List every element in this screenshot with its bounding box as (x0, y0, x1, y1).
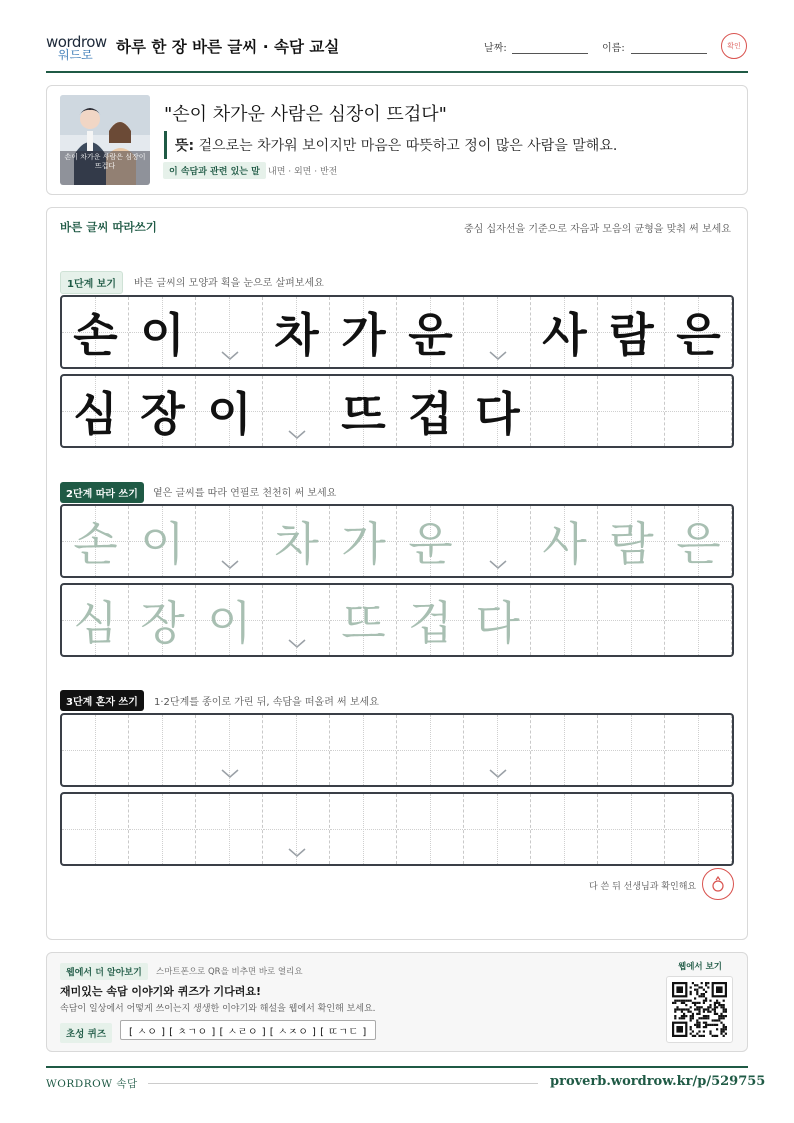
qr-module (698, 1024, 700, 1026)
qr-module (690, 1000, 692, 1002)
qr-module (709, 1006, 711, 1008)
grid-character: 심 (73, 596, 118, 650)
qr-module (703, 1030, 705, 1032)
qr-module (703, 989, 705, 991)
qr-module (692, 1017, 694, 1019)
qr-module (718, 1015, 720, 1017)
qr-module (674, 1015, 676, 1017)
grid-character: 장 (140, 596, 185, 650)
grid-cell[interactable] (665, 585, 732, 655)
qr-module (679, 1000, 681, 1002)
qr-module (698, 1022, 700, 1024)
qr-module (696, 984, 698, 986)
qr-module (703, 1022, 705, 1024)
grid-cell[interactable] (263, 715, 330, 785)
stage1-row1 (60, 295, 734, 369)
qr-module (714, 1011, 716, 1013)
grid-cell[interactable] (665, 794, 732, 864)
qr-module (681, 1000, 683, 1002)
grid-character: 다 (475, 387, 520, 441)
qr-module (683, 1002, 685, 1004)
qr-module (696, 1026, 698, 1028)
qr-module (720, 1015, 722, 1017)
qr-module (694, 1024, 696, 1026)
qr-module (674, 1002, 676, 1004)
qr-module (709, 1030, 711, 1032)
grid-cell[interactable] (598, 585, 665, 655)
qr-module (723, 1000, 725, 1002)
grid-cell[interactable] (62, 794, 129, 864)
qr-module (696, 1033, 698, 1035)
grid-character: 뜨 (341, 387, 386, 441)
qr-module (696, 989, 698, 991)
teacher-check-note: 다 쓴 뒤 선생님과 확인해요 (589, 882, 697, 892)
qr-module (698, 1008, 700, 1010)
qr-module (714, 1024, 716, 1026)
qr-module (687, 1000, 689, 1002)
grid-character: 가 (341, 308, 386, 362)
qr-module (709, 1024, 711, 1026)
qr-module (694, 1004, 696, 1006)
stage3-row2[interactable] (60, 792, 734, 866)
qr-module (701, 986, 703, 988)
grid-cell[interactable] (196, 794, 263, 864)
qr-module (709, 1004, 711, 1006)
qr-module (723, 1017, 725, 1019)
space-chevron-icon (221, 769, 239, 779)
footer-url[interactable]: proverb.wordrow.kr/p/529755 (550, 1074, 766, 1089)
grid-character: 은 (676, 517, 721, 571)
qr-module (694, 984, 696, 986)
qr-module (705, 1022, 707, 1024)
qr-module (696, 1006, 698, 1008)
space-chevron-icon (489, 769, 507, 779)
qr-module (694, 1002, 696, 1004)
qr-module (716, 1000, 718, 1002)
wordrow-logo (46, 33, 108, 63)
grid-cell[interactable] (129, 715, 196, 785)
qr-module (698, 1017, 700, 1019)
name-label: 이름: (602, 43, 625, 54)
web-more-tag: 웹에서 더 알아보기 (60, 963, 148, 980)
qr-module (679, 1017, 681, 1019)
qr-module (690, 1026, 692, 1028)
qr-module (703, 1000, 705, 1002)
qr-module (687, 1011, 689, 1013)
qr-module (696, 1008, 698, 1010)
qr-module (692, 1030, 694, 1032)
space-chevron-icon (489, 351, 507, 361)
footer-brand: WORDROW 속담 (46, 1078, 138, 1090)
qr-module (705, 1015, 707, 1017)
qr-module (725, 1028, 727, 1030)
qr-module (725, 1033, 727, 1035)
space-chevron-icon (288, 848, 306, 858)
grid-character: 사 (542, 308, 587, 362)
qr-module (714, 1013, 716, 1015)
qr-module (692, 1035, 694, 1037)
qr-module (698, 1030, 700, 1032)
qr-module (692, 1013, 694, 1015)
qr-module (676, 1006, 678, 1008)
qr-module (707, 1015, 709, 1017)
qr-module (696, 1002, 698, 1004)
qr-module (714, 1004, 716, 1006)
qr-module (714, 1008, 716, 1010)
qr-code[interactable] (666, 976, 733, 1043)
qr-module (683, 1017, 685, 1019)
stage2-row1[interactable] (60, 504, 734, 578)
grid-cell[interactable] (665, 715, 732, 785)
stage1-row2 (60, 374, 734, 448)
qr-module (720, 1033, 722, 1035)
grid-character: 차 (274, 308, 319, 362)
qr-module (725, 1026, 727, 1028)
grid-character: 심 (73, 387, 118, 441)
qr-module (723, 1011, 725, 1013)
qr-module (723, 1030, 725, 1032)
grid-character: 장 (140, 387, 185, 441)
footer-divider (46, 1066, 748, 1068)
grid-character: 손 (73, 308, 118, 362)
stamp-seal-icon (709, 875, 727, 893)
qr-module (723, 1026, 725, 1028)
qr-module (707, 1017, 709, 1019)
qr-module (707, 1006, 709, 1008)
qr-module (705, 1017, 707, 1019)
qr-module (723, 1006, 725, 1008)
qr-module (703, 1015, 705, 1017)
qr-module (703, 995, 705, 997)
meaning-text: 겉으로는 차가워 보이지만 마음은 따뜻하고 정이 많은 사람을 말해요. (198, 138, 618, 154)
web-more-description: 속담이 일상에서 어떻게 쓰이는지 생생한 이야기와 해설을 웹에서 확인해 보세요. (60, 1004, 376, 1014)
qr-module (676, 1008, 678, 1010)
grid-character: 겁 (408, 596, 453, 650)
qr-module (714, 1002, 716, 1004)
qr-module (705, 1008, 707, 1010)
qr-module (696, 1013, 698, 1015)
grid-character: 다 (475, 596, 520, 650)
qr-module (716, 986, 723, 993)
qr-module (679, 1008, 681, 1010)
qr-module (694, 997, 696, 999)
qr-module (690, 993, 692, 995)
grid-cell[interactable] (531, 585, 598, 655)
qr-module (685, 1004, 687, 1006)
qr-module (674, 1011, 676, 1013)
qr-module (676, 986, 683, 993)
qr-module (705, 991, 707, 993)
qr-module (712, 1008, 714, 1010)
grid-cell[interactable] (397, 794, 464, 864)
qr-module (674, 1017, 676, 1019)
qr-module (685, 1008, 687, 1010)
grid-character: 이 (140, 308, 185, 362)
page-title: 하루 한 장 바른 글씨 · 속담 교실 (116, 38, 340, 56)
qr-module (685, 1015, 687, 1017)
space-chevron-icon (221, 351, 239, 361)
date-field[interactable] (512, 53, 588, 54)
illustration-caption: 손이 차가운 사람은 심장이 뜨겁다 (64, 153, 146, 170)
qr-module (703, 1017, 705, 1019)
grid-cell[interactable] (397, 715, 464, 785)
qr-module (703, 1035, 705, 1037)
grid-cell[interactable] (531, 794, 598, 864)
initial-quiz: [ ㅅㅇ ] [ ㅊㄱㅇ ] [ ㅅㄹㅇ ] [ ㅅㅈㅇ ] [ ㄸㄱㄷ ] (120, 1020, 376, 1040)
illustration-image-icon (60, 95, 150, 185)
web-view-label: 웹에서 보기 (678, 962, 723, 972)
qr-module (705, 984, 707, 986)
qr-module (716, 1028, 718, 1030)
grid-character: 람 (609, 308, 654, 362)
qr-module (723, 1008, 725, 1010)
qr-module (690, 1017, 692, 1019)
qr-module (716, 1024, 718, 1026)
stage1-tag: 1단계 보기 (60, 271, 123, 294)
qr-module (690, 1006, 692, 1008)
qr-module (696, 993, 698, 995)
qr-module (690, 1019, 692, 1021)
qr-module (720, 1013, 722, 1015)
grid-cell[interactable] (330, 715, 397, 785)
grid-cell[interactable] (531, 715, 598, 785)
qr-module (683, 1000, 685, 1002)
qr-module (687, 1008, 689, 1010)
stage1-description: 바른 글씨의 모양과 획을 눈으로 살펴보세요 (134, 278, 324, 289)
grid-cell[interactable] (598, 794, 665, 864)
qr-module (716, 1002, 718, 1004)
qr-module (681, 1011, 683, 1013)
qr-module (701, 993, 703, 995)
logo-korean-text: 워드로 (58, 48, 93, 62)
qr-module (698, 1026, 700, 1028)
qr-module (716, 1006, 718, 1008)
qr-module (720, 1004, 722, 1006)
qr-module (709, 1000, 711, 1002)
qr-module (703, 1002, 705, 1004)
grid-character: 이 (140, 517, 185, 571)
qr-module (720, 1022, 722, 1024)
qr-module (705, 1000, 707, 1002)
qr-module (696, 1019, 698, 1021)
stage2-description: 옅은 글씨를 따라 연필로 천천히 써 보세요 (153, 488, 337, 499)
qr-module (707, 986, 709, 988)
qr-module (692, 982, 694, 984)
qr-module (703, 1011, 705, 1013)
qr-module (698, 1002, 700, 1004)
grid-cell[interactable] (598, 715, 665, 785)
qr-module (707, 1011, 709, 1013)
grid-cell (531, 376, 598, 446)
qr-module (690, 986, 692, 988)
header-divider (46, 71, 748, 73)
qr-module (707, 1024, 709, 1026)
meaning-label: 뜻: (175, 138, 195, 154)
qr-module (690, 1033, 692, 1035)
qr-module (712, 1019, 714, 1021)
grid-cell[interactable] (464, 794, 531, 864)
grid-character: 손 (73, 517, 118, 571)
qr-module (698, 1011, 700, 1013)
proverb-text: "손이 차가운 사람은 심장이 뜨겁다" (164, 104, 447, 125)
qr-module (683, 1015, 685, 1017)
grid-character: 운 (408, 308, 453, 362)
qr-module (692, 1015, 694, 1017)
practice-hint: 중심 십자선을 기준으로 자음과 모음의 균형을 맞춰 써 보세요 (464, 224, 731, 235)
qr-module (714, 1006, 716, 1008)
qr-module (674, 1000, 676, 1002)
qr-module (698, 1006, 700, 1008)
qr-module (681, 1015, 683, 1017)
qr-module (692, 1002, 694, 1004)
qr-module (694, 989, 696, 991)
qr-module (701, 995, 703, 997)
qr-module (701, 1035, 703, 1037)
qr-module (720, 1028, 722, 1030)
qr-module (690, 1028, 692, 1030)
grid-cell (665, 376, 732, 446)
proverb-meaning (175, 135, 617, 155)
qr-module (725, 1015, 727, 1017)
qr-module (709, 1033, 711, 1035)
grid-character: 람 (609, 517, 654, 571)
stage3-row1[interactable] (60, 713, 734, 787)
related-words-tag: 이 속담과 관련 있는 말 (163, 162, 266, 179)
qr-module (696, 991, 698, 993)
qr-module (672, 1002, 674, 1004)
qr-module (720, 1030, 722, 1032)
qr-module (718, 1002, 720, 1004)
qr-module (698, 986, 700, 988)
logo-text: wordrow (46, 33, 107, 51)
qr-module (694, 1035, 696, 1037)
grid-character: 이 (207, 596, 252, 650)
grid-cell[interactable] (62, 715, 129, 785)
qr-code-icon[interactable] (672, 982, 727, 1037)
footer-line (148, 1083, 538, 1084)
qr-module (716, 1013, 718, 1015)
grid-character: 차 (274, 517, 319, 571)
qr-module (714, 1019, 716, 1021)
qr-module (712, 1035, 714, 1037)
stage3-tag: 3단계 혼자 쓰기 (60, 690, 144, 711)
qr-module (716, 1035, 718, 1037)
space-chevron-icon (489, 560, 507, 570)
qr-module (720, 1006, 722, 1008)
qr-module (690, 1011, 692, 1013)
practice-title: 바른 글씨 따라쓰기 (60, 220, 157, 234)
qr-module (716, 1019, 718, 1021)
check-stamp-icon (721, 33, 747, 59)
space-chevron-icon (221, 560, 239, 570)
qr-module (681, 1008, 683, 1010)
qr-module (707, 982, 709, 984)
qr-module (720, 1017, 722, 1019)
qr-module (696, 1024, 698, 1026)
grid-character: 운 (408, 517, 453, 571)
grid-character: 은 (676, 308, 721, 362)
qr-module (690, 991, 692, 993)
qr-module (690, 1015, 692, 1017)
qr-module (705, 1024, 707, 1026)
qr-module (698, 995, 700, 997)
qr-module (709, 1011, 711, 1013)
qr-module (703, 1026, 705, 1028)
initial-quiz-tag: 초성 퀴즈 (60, 1023, 112, 1043)
teacher-stamp-icon (702, 868, 734, 900)
qr-module (683, 1008, 685, 1010)
stage2-row2[interactable] (60, 583, 734, 657)
grid-cell[interactable] (129, 794, 196, 864)
qr-module (703, 993, 705, 995)
qr-module (718, 1004, 720, 1006)
grid-character: 이 (207, 387, 252, 441)
grid-character: 가 (341, 517, 386, 571)
grid-character: 뜨 (341, 596, 386, 650)
qr-module (694, 1008, 696, 1010)
qr-module (714, 1035, 716, 1037)
qr-module (683, 1013, 685, 1015)
qr-module (698, 1035, 700, 1037)
qr-module (725, 1008, 727, 1010)
qr-module (698, 1013, 700, 1015)
qr-module (723, 1024, 725, 1026)
qr-module (723, 1004, 725, 1006)
qr-module (725, 1011, 727, 1013)
proverb-illustration (60, 95, 150, 185)
web-more-title: 재미있는 속담 이야기와 퀴즈가 기다려요! (60, 985, 261, 998)
qr-module (701, 982, 703, 984)
qr-module (701, 1017, 703, 1019)
meaning-accent-bar (164, 131, 167, 159)
qr-module (674, 1008, 676, 1010)
qr-module (696, 1022, 698, 1024)
space-chevron-icon (288, 639, 306, 649)
space-chevron-icon (288, 430, 306, 440)
qr-module (712, 1024, 714, 1026)
check-stamp-text: 확인 (727, 42, 741, 50)
qr-module (681, 1017, 683, 1019)
qr-module (705, 997, 707, 999)
qr-module (723, 1028, 725, 1030)
stage3-description: 1·2단계를 종이로 가린 뒤, 속담을 떠올려 써 보세요 (154, 697, 379, 708)
qr-module (676, 1026, 683, 1033)
stage2-tag: 2단계 따라 쓰기 (60, 482, 144, 503)
qr-module (703, 1008, 705, 1010)
grid-character: 겁 (408, 387, 453, 441)
qr-module (676, 1000, 678, 1002)
qr-module (707, 1008, 709, 1010)
grid-cell (598, 376, 665, 446)
qr-module (718, 1017, 720, 1019)
qr-module (718, 1019, 720, 1021)
grid-character: 사 (542, 517, 587, 571)
qr-module (701, 1006, 703, 1008)
qr-module (705, 982, 707, 984)
grid-cell[interactable] (330, 794, 397, 864)
qr-module (705, 1026, 707, 1028)
qr-hint: 스마트폰으로 QR을 비추면 바로 열리요 (156, 967, 303, 977)
qr-module (723, 1035, 725, 1037)
qr-module (681, 1002, 683, 1004)
qr-module (723, 1015, 725, 1017)
related-words: 내면 · 외면 · 반전 (268, 167, 338, 177)
name-field[interactable] (631, 53, 707, 54)
date-label: 날짜: (484, 43, 507, 54)
qr-module (685, 1000, 687, 1002)
